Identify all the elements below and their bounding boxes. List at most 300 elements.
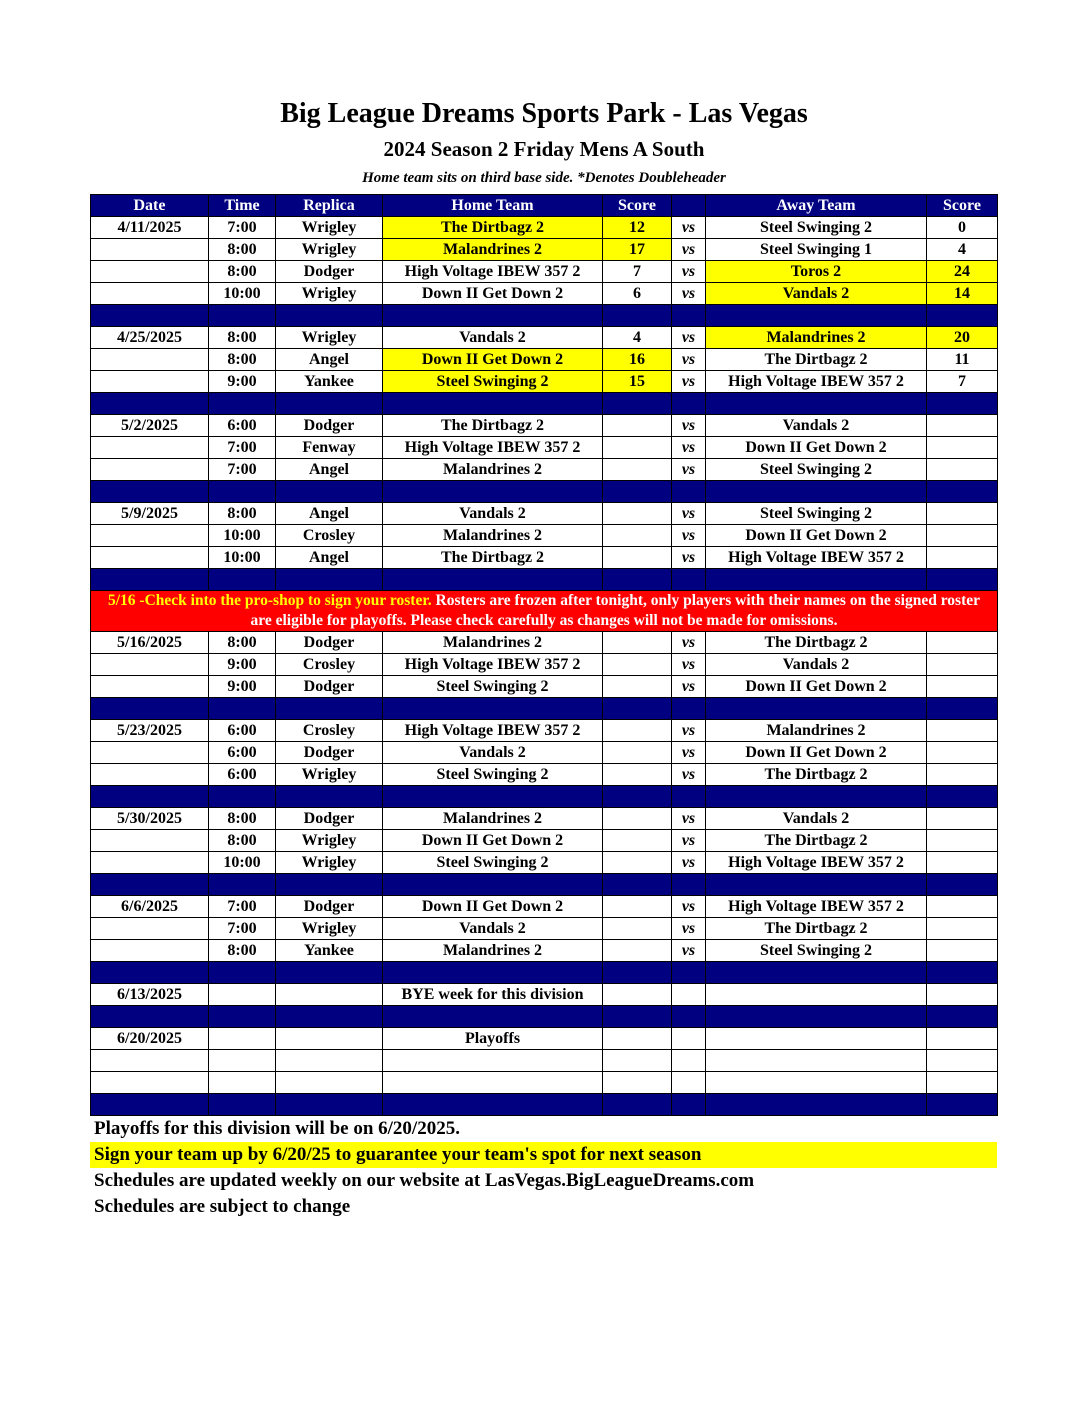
game-row bbox=[91, 283, 998, 305]
cell-away-score bbox=[927, 1072, 998, 1094]
separator-cell bbox=[672, 1006, 706, 1028]
separator-cell bbox=[276, 786, 383, 808]
page-subtitle: 2024 Season 2 Friday Mens A South bbox=[383, 137, 705, 161]
separator-cell bbox=[672, 305, 706, 327]
separator-cell bbox=[672, 569, 706, 591]
separator-cell bbox=[603, 698, 672, 720]
cell-vs: vs bbox=[672, 459, 706, 481]
cell-time: 6:00 bbox=[209, 720, 276, 742]
cell-away-team bbox=[706, 984, 927, 1006]
separator-cell bbox=[276, 698, 383, 720]
separator-cell bbox=[927, 1094, 998, 1116]
separator-cell bbox=[672, 1094, 706, 1116]
cell-away-score bbox=[927, 503, 998, 525]
cell-date bbox=[91, 742, 209, 764]
cell-home-score bbox=[603, 852, 672, 874]
cell-away-score: 24 bbox=[927, 261, 998, 283]
separator-row bbox=[91, 698, 998, 720]
separator-cell bbox=[91, 874, 209, 896]
cell-away-team: The Dirtbagz 2 bbox=[706, 918, 927, 940]
cell-home-team: Steel Swinging 2 bbox=[383, 371, 603, 393]
cell-home-team: BYE week for this division bbox=[383, 984, 603, 1006]
col-header-replica: Replica bbox=[276, 195, 383, 217]
cell-vs: vs bbox=[672, 918, 706, 940]
separator-cell bbox=[706, 393, 927, 415]
cell-away-team: Vandals 2 bbox=[706, 415, 927, 437]
cell-home-team: Malandrines 2 bbox=[383, 239, 603, 261]
cell-away-score bbox=[927, 742, 998, 764]
separator-cell bbox=[706, 1094, 927, 1116]
separator-cell bbox=[927, 1006, 998, 1028]
cell-away-score bbox=[927, 852, 998, 874]
cell-away-team: Steel Swinging 2 bbox=[706, 459, 927, 481]
cell-home-team: The Dirtbagz 2 bbox=[383, 547, 603, 569]
cell-vs: vs bbox=[672, 632, 706, 654]
cell-home-score: 4 bbox=[603, 327, 672, 349]
cell-time bbox=[209, 1050, 276, 1072]
cell-replica: Wrigley bbox=[276, 217, 383, 239]
separator-cell bbox=[706, 481, 927, 503]
separator-cell bbox=[603, 481, 672, 503]
separator-cell bbox=[927, 962, 998, 984]
cell-away-score bbox=[927, 896, 998, 918]
cell-home-score: 6 bbox=[603, 283, 672, 305]
cell-vs: vs bbox=[672, 415, 706, 437]
game-row bbox=[91, 349, 998, 371]
cell-replica: Dodger bbox=[276, 808, 383, 830]
col-header-home-score: Score bbox=[603, 195, 672, 217]
cell-home-score: 12 bbox=[603, 217, 672, 239]
cell-time: 7:00 bbox=[209, 896, 276, 918]
separator-row bbox=[91, 569, 998, 591]
cell-home-team: High Voltage IBEW 357 2 bbox=[383, 654, 603, 676]
cell-away-team: Down II Get Down 2 bbox=[706, 676, 927, 698]
cell-replica: Dodger bbox=[276, 742, 383, 764]
cell-date bbox=[91, 1050, 209, 1072]
cell-vs bbox=[672, 1050, 706, 1072]
cell-vs: vs bbox=[672, 940, 706, 962]
separator-cell bbox=[383, 569, 603, 591]
cell-vs bbox=[672, 1028, 706, 1050]
cell-home-score bbox=[603, 632, 672, 654]
cell-home-team: Down II Get Down 2 bbox=[383, 896, 603, 918]
game-row bbox=[91, 896, 998, 918]
cell-replica: Yankee bbox=[276, 371, 383, 393]
roster-notice-row bbox=[91, 591, 998, 632]
cell-time: 9:00 bbox=[209, 654, 276, 676]
separator-cell bbox=[276, 1094, 383, 1116]
cell-time bbox=[209, 984, 276, 1006]
cell-away-team: High Voltage IBEW 357 2 bbox=[706, 371, 927, 393]
separator-cell bbox=[276, 569, 383, 591]
cell-vs: vs bbox=[672, 525, 706, 547]
cell-away-score bbox=[927, 654, 998, 676]
cell-replica: Angel bbox=[276, 459, 383, 481]
separator-cell bbox=[276, 481, 383, 503]
cell-replica: Wrigley bbox=[276, 283, 383, 305]
cell-away-team: The Dirtbagz 2 bbox=[706, 764, 927, 786]
cell-away-team: Toros 2 bbox=[706, 261, 927, 283]
cell-away-team: Vandals 2 bbox=[706, 654, 927, 676]
separator-row bbox=[91, 305, 998, 327]
separator-cell bbox=[603, 786, 672, 808]
separator-row bbox=[91, 393, 998, 415]
cell-home-score bbox=[603, 918, 672, 940]
notice-text: Rosters are frozen after tonight, only players with their names on the signed roster are eligible for playoffs. Please check carefully as changes will not be made for omissions. bbox=[250, 592, 980, 629]
cell-replica: Angel bbox=[276, 349, 383, 371]
cell-date: 5/2/2025 bbox=[91, 415, 209, 437]
cell-away-team: The Dirtbagz 2 bbox=[706, 830, 927, 852]
cell-home-score bbox=[603, 742, 672, 764]
cell-home-team: Steel Swinging 2 bbox=[383, 676, 603, 698]
separator-cell bbox=[927, 393, 998, 415]
separator-cell bbox=[672, 786, 706, 808]
schedule-table bbox=[90, 194, 998, 1116]
cell-away-score bbox=[927, 720, 998, 742]
cell-replica: Crosley bbox=[276, 654, 383, 676]
cell-home-score bbox=[603, 808, 672, 830]
cell-away-score bbox=[927, 676, 998, 698]
separator-cell bbox=[209, 874, 276, 896]
game-row bbox=[91, 261, 998, 283]
cell-away-score bbox=[927, 1028, 998, 1050]
separator-cell bbox=[91, 1006, 209, 1028]
cell-time: 7:00 bbox=[209, 459, 276, 481]
col-header-vs bbox=[672, 195, 706, 217]
page-title: Big League Dreams Sports Park - Las Vegas bbox=[280, 98, 808, 129]
cell-replica: Angel bbox=[276, 503, 383, 525]
separator-cell bbox=[706, 698, 927, 720]
game-row bbox=[91, 676, 998, 698]
cell-replica: Dodger bbox=[276, 415, 383, 437]
separator-cell bbox=[383, 1094, 603, 1116]
cell-home-score bbox=[603, 1028, 672, 1050]
cell-vs: vs bbox=[672, 283, 706, 305]
cell-time: 8:00 bbox=[209, 327, 276, 349]
cell-away-team bbox=[706, 1028, 927, 1050]
cell-date bbox=[91, 371, 209, 393]
cell-away-team: Vandals 2 bbox=[706, 808, 927, 830]
cell-vs: vs bbox=[672, 547, 706, 569]
cell-home-team: Down II Get Down 2 bbox=[383, 283, 603, 305]
separator-cell bbox=[209, 481, 276, 503]
cell-home-score bbox=[603, 1050, 672, 1072]
cell-time: 10:00 bbox=[209, 283, 276, 305]
separator-cell bbox=[91, 962, 209, 984]
game-row bbox=[91, 940, 998, 962]
cell-home-team: Vandals 2 bbox=[383, 327, 603, 349]
separator-cell bbox=[383, 874, 603, 896]
cell-date bbox=[91, 676, 209, 698]
cell-date bbox=[91, 261, 209, 283]
cell-home-score bbox=[603, 676, 672, 698]
separator-cell bbox=[706, 786, 927, 808]
game-row bbox=[91, 327, 998, 349]
footer-signup-note: Sign your team up by 6/20/25 to guarantee your team's spot for next season bbox=[90, 1142, 997, 1168]
col-header-home-team: Home Team bbox=[383, 195, 603, 217]
game-row bbox=[91, 1072, 998, 1094]
cell-replica bbox=[276, 1072, 383, 1094]
cell-time: 8:00 bbox=[209, 808, 276, 830]
cell-vs: vs bbox=[672, 830, 706, 852]
cell-away-score: 0 bbox=[927, 217, 998, 239]
cell-home-team: Playoffs bbox=[383, 1028, 603, 1050]
separator-cell bbox=[603, 962, 672, 984]
cell-replica: Dodger bbox=[276, 896, 383, 918]
cell-vs: vs bbox=[672, 371, 706, 393]
separator-cell bbox=[706, 962, 927, 984]
cell-time: 8:00 bbox=[209, 830, 276, 852]
cell-time: 10:00 bbox=[209, 525, 276, 547]
separator-cell bbox=[706, 305, 927, 327]
cell-vs: vs bbox=[672, 808, 706, 830]
cell-date bbox=[91, 1072, 209, 1094]
cell-vs: vs bbox=[672, 239, 706, 261]
cell-home-team: Vandals 2 bbox=[383, 918, 603, 940]
cell-replica: Wrigley bbox=[276, 918, 383, 940]
cell-away-team: Steel Swinging 2 bbox=[706, 217, 927, 239]
cell-time bbox=[209, 1028, 276, 1050]
cell-date: 5/30/2025 bbox=[91, 808, 209, 830]
cell-away-team: Down II Get Down 2 bbox=[706, 437, 927, 459]
cell-replica bbox=[276, 1028, 383, 1050]
separator-cell bbox=[927, 305, 998, 327]
cell-home-team: The Dirtbagz 2 bbox=[383, 217, 603, 239]
cell-time: 7:00 bbox=[209, 918, 276, 940]
cell-home-team: High Voltage IBEW 357 2 bbox=[383, 437, 603, 459]
cell-vs: vs bbox=[672, 437, 706, 459]
separator-cell bbox=[91, 1094, 209, 1116]
cell-away-score: 14 bbox=[927, 283, 998, 305]
cell-replica: Wrigley bbox=[276, 327, 383, 349]
cell-away-score bbox=[927, 415, 998, 437]
cell-away-team: Down II Get Down 2 bbox=[706, 525, 927, 547]
game-row bbox=[91, 437, 998, 459]
schedule-note: Home team sits on third base side. *Denotes Doubleheader bbox=[362, 170, 726, 186]
separator-cell bbox=[209, 698, 276, 720]
cell-time: 8:00 bbox=[209, 349, 276, 371]
cell-home-team: Malandrines 2 bbox=[383, 632, 603, 654]
cell-replica: Wrigley bbox=[276, 764, 383, 786]
cell-replica: Angel bbox=[276, 547, 383, 569]
cell-away-score bbox=[927, 918, 998, 940]
cell-date: 4/11/2025 bbox=[91, 217, 209, 239]
cell-date bbox=[91, 283, 209, 305]
cell-away-team: The Dirtbagz 2 bbox=[706, 632, 927, 654]
cell-home-team: Steel Swinging 2 bbox=[383, 852, 603, 874]
cell-home-score bbox=[603, 503, 672, 525]
roster-notice bbox=[91, 591, 998, 632]
separator-cell bbox=[672, 698, 706, 720]
separator-cell bbox=[209, 786, 276, 808]
game-row bbox=[91, 918, 998, 940]
notice-highlight: Check into the pro-shop to sign your roster. bbox=[144, 592, 432, 609]
cell-away-score bbox=[927, 984, 998, 1006]
cell-home-score bbox=[603, 1072, 672, 1094]
game-row bbox=[91, 503, 998, 525]
cell-date: 5/16/2025 bbox=[91, 632, 209, 654]
game-row bbox=[91, 1028, 998, 1050]
header-row bbox=[91, 195, 998, 217]
game-row bbox=[91, 830, 998, 852]
cell-date bbox=[91, 437, 209, 459]
separator-cell bbox=[927, 569, 998, 591]
cell-time: 8:00 bbox=[209, 503, 276, 525]
separator-cell bbox=[383, 393, 603, 415]
cell-away-score bbox=[927, 764, 998, 786]
cell-time: 8:00 bbox=[209, 239, 276, 261]
cell-date bbox=[91, 459, 209, 481]
cell-vs bbox=[672, 1072, 706, 1094]
cell-replica: Wrigley bbox=[276, 830, 383, 852]
cell-time: 8:00 bbox=[209, 632, 276, 654]
cell-away-score: 4 bbox=[927, 239, 998, 261]
cell-home-score: 15 bbox=[603, 371, 672, 393]
cell-home-score bbox=[603, 654, 672, 676]
cell-home-team: The Dirtbagz 2 bbox=[383, 415, 603, 437]
separator-cell bbox=[209, 305, 276, 327]
cell-time: 10:00 bbox=[209, 852, 276, 874]
cell-home-score bbox=[603, 415, 672, 437]
separator-cell bbox=[91, 393, 209, 415]
separator-cell bbox=[383, 698, 603, 720]
game-row bbox=[91, 217, 998, 239]
cell-home-score bbox=[603, 720, 672, 742]
cell-vs: vs bbox=[672, 261, 706, 283]
footer-playoffs-note: Playoffs for this division will be on 6/20/2025. bbox=[94, 1118, 460, 1139]
cell-away-score: 20 bbox=[927, 327, 998, 349]
game-row bbox=[91, 984, 998, 1006]
cell-replica: Wrigley bbox=[276, 852, 383, 874]
cell-home-team: Malandrines 2 bbox=[383, 940, 603, 962]
cell-home-score: 17 bbox=[603, 239, 672, 261]
cell-away-team: Malandrines 2 bbox=[706, 720, 927, 742]
cell-home-team: Malandrines 2 bbox=[383, 525, 603, 547]
cell-vs: vs bbox=[672, 217, 706, 239]
cell-replica: Dodger bbox=[276, 676, 383, 698]
cell-away-score bbox=[927, 459, 998, 481]
cell-vs: vs bbox=[672, 349, 706, 371]
cell-date bbox=[91, 764, 209, 786]
cell-time: 8:00 bbox=[209, 940, 276, 962]
cell-date bbox=[91, 918, 209, 940]
cell-time: 9:00 bbox=[209, 676, 276, 698]
cell-home-team: Vandals 2 bbox=[383, 503, 603, 525]
separator-cell bbox=[383, 1006, 603, 1028]
cell-time: 6:00 bbox=[209, 764, 276, 786]
separator-cell bbox=[383, 786, 603, 808]
cell-date: 5/9/2025 bbox=[91, 503, 209, 525]
footer-website-note: Schedules are updated weekly on our website at LasVegas.BigLeagueDreams.com bbox=[94, 1170, 755, 1191]
separator-cell bbox=[209, 1094, 276, 1116]
game-row bbox=[91, 547, 998, 569]
separator-cell bbox=[276, 962, 383, 984]
cell-home-score bbox=[603, 525, 672, 547]
separator-row bbox=[91, 874, 998, 896]
cell-time: 7:00 bbox=[209, 217, 276, 239]
cell-replica: Dodger bbox=[276, 261, 383, 283]
cell-away-score bbox=[927, 1050, 998, 1072]
cell-away-team: Down II Get Down 2 bbox=[706, 742, 927, 764]
cell-away-score bbox=[927, 525, 998, 547]
game-row bbox=[91, 654, 998, 676]
cell-vs: vs bbox=[672, 720, 706, 742]
game-row bbox=[91, 459, 998, 481]
cell-home-team: Malandrines 2 bbox=[383, 459, 603, 481]
cell-away-score bbox=[927, 632, 998, 654]
cell-home-score bbox=[603, 896, 672, 918]
separator-cell bbox=[383, 305, 603, 327]
cell-home-score bbox=[603, 984, 672, 1006]
col-header-away-team: Away Team bbox=[706, 195, 927, 217]
separator-cell bbox=[603, 305, 672, 327]
separator-cell bbox=[603, 569, 672, 591]
cell-home-team: Down II Get Down 2 bbox=[383, 349, 603, 371]
cell-time: 8:00 bbox=[209, 261, 276, 283]
cell-home-team: Vandals 2 bbox=[383, 742, 603, 764]
cell-vs: vs bbox=[672, 742, 706, 764]
separator-row bbox=[91, 962, 998, 984]
cell-away-team: Steel Swinging 1 bbox=[706, 239, 927, 261]
game-row bbox=[91, 742, 998, 764]
separator-cell bbox=[91, 698, 209, 720]
separator-row bbox=[91, 786, 998, 808]
cell-replica bbox=[276, 984, 383, 1006]
cell-home-score bbox=[603, 547, 672, 569]
col-header-time: Time bbox=[209, 195, 276, 217]
cell-away-team bbox=[706, 1072, 927, 1094]
cell-vs: vs bbox=[672, 852, 706, 874]
separator-cell bbox=[603, 393, 672, 415]
separator-row bbox=[91, 1006, 998, 1028]
notice-date: 5/16 - bbox=[108, 592, 145, 609]
cell-replica: Crosley bbox=[276, 720, 383, 742]
separator-cell bbox=[672, 874, 706, 896]
separator-cell bbox=[91, 481, 209, 503]
separator-cell bbox=[209, 1006, 276, 1028]
separator-cell bbox=[672, 481, 706, 503]
separator-cell bbox=[706, 874, 927, 896]
cell-date: 5/23/2025 bbox=[91, 720, 209, 742]
cell-vs: vs bbox=[672, 896, 706, 918]
separator-cell bbox=[91, 786, 209, 808]
game-row bbox=[91, 632, 998, 654]
separator-cell bbox=[209, 393, 276, 415]
cell-vs: vs bbox=[672, 676, 706, 698]
separator-row bbox=[91, 481, 998, 503]
separator-cell bbox=[927, 698, 998, 720]
cell-date bbox=[91, 349, 209, 371]
cell-away-team bbox=[706, 1050, 927, 1072]
cell-date: 6/13/2025 bbox=[91, 984, 209, 1006]
cell-away-score bbox=[927, 437, 998, 459]
separator-cell bbox=[91, 305, 209, 327]
cell-time: 6:00 bbox=[209, 415, 276, 437]
cell-vs: vs bbox=[672, 764, 706, 786]
cell-time: 10:00 bbox=[209, 547, 276, 569]
cell-away-team: Vandals 2 bbox=[706, 283, 927, 305]
cell-replica: Fenway bbox=[276, 437, 383, 459]
cell-away-team: Malandrines 2 bbox=[706, 327, 927, 349]
game-row bbox=[91, 764, 998, 786]
separator-cell bbox=[276, 874, 383, 896]
cell-away-score: 11 bbox=[927, 349, 998, 371]
col-header-date: Date bbox=[91, 195, 209, 217]
cell-vs: vs bbox=[672, 327, 706, 349]
cell-replica: Wrigley bbox=[276, 239, 383, 261]
separator-cell bbox=[383, 962, 603, 984]
separator-cell bbox=[209, 962, 276, 984]
